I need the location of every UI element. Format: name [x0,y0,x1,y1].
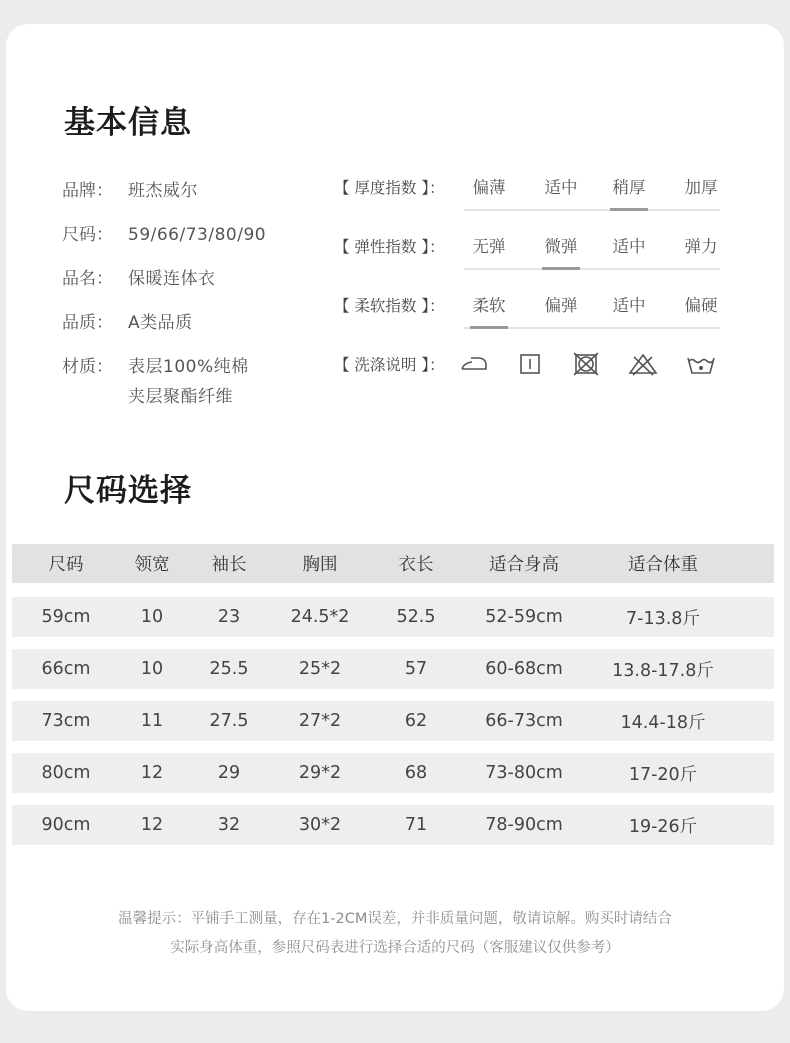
table-cell: 62 [404,711,428,731]
table-cell: 10 [140,659,164,679]
material-outer: 表层100%纯棉 [128,357,249,377]
table-cell: 68 [404,763,428,783]
table-cell: 52-59cm [485,607,563,627]
info-value: 59/66/73/80/90 [128,225,267,245]
table-cell: 13.8-17.8斤 [612,660,714,681]
measurement-note-line2: 实际身高体重，参照尺码表进行选择合适的尺码（客服建议仅供参考） [170,940,620,956]
info-label: 品质： [62,313,113,333]
info-brand [62,178,198,204]
table-cell: 30*2 [298,815,342,835]
index-option: 柔软 [472,296,506,315]
index-option: 适中 [544,178,578,197]
table-row [12,753,774,793]
index-option: 微弹 [544,237,578,256]
elasticity-index [334,235,724,279]
table-cell: 24.5*2 [290,607,350,627]
index-label: 【 弹性指数 】： [334,238,445,256]
table-cell: 11 [140,711,164,731]
table-cell: 52.5 [396,607,436,627]
thickness-index [334,176,724,220]
table-cell: 7-13.8斤 [626,608,700,629]
table-row [12,597,774,637]
info-value: A类品质 [128,313,193,333]
info-size [62,222,266,248]
table-cell: 66cm [41,659,91,679]
info-value: 班杰威尔 [128,181,198,201]
table-cell: 25*2 [298,659,342,679]
table-cell: 29 [217,763,241,783]
table-cell: 60-68cm [485,659,563,679]
index-option: 适中 [612,237,646,256]
table-cell: 19-26斤 [628,816,698,837]
header-cell: 尺码 [48,555,84,575]
index-option: 偏薄 [472,178,506,197]
header-cell: 衣长 [398,555,434,575]
table-row [12,701,774,741]
table-cell: 90cm [41,815,91,835]
table-cell: 17-20斤 [628,764,698,785]
index-selected-marker [610,208,648,211]
machine-wash-icon [684,349,718,379]
header-cell: 领宽 [134,555,170,575]
info-material [62,354,249,410]
basic-info-title: 基本信息 [64,105,192,141]
table-cell: 25.5 [209,659,249,679]
table-header [12,544,774,583]
table-cell: 27.5 [209,711,249,731]
index-option: 加厚 [684,178,718,197]
info-product-name [62,266,216,292]
tumble-dry-icon [513,349,547,379]
index-option: 偏硬 [684,296,718,315]
header-cell: 胸围 [302,555,338,575]
table-cell: 71 [404,815,428,835]
table-cell: 14.4-18斤 [620,712,706,733]
header-cell: 适合体重 [628,555,698,575]
index-option: 偏弹 [544,296,578,315]
index-selected-marker [470,326,508,329]
table-cell: 78-90cm [485,815,563,835]
info-value [128,354,249,410]
no-bleach-icon [626,349,660,379]
table-cell: 27*2 [298,711,342,731]
index-option: 稍厚 [612,178,646,197]
index-underline [464,268,720,270]
index-option: 适中 [612,296,646,315]
size-selection-title: 尺码选择 [64,473,192,509]
table-cell: 59cm [41,607,91,627]
material-inner: 夹层聚酯纤维 [128,387,233,407]
header-cell: 适合身高 [489,555,559,575]
table-cell: 57 [404,659,428,679]
index-option: 无弹 [472,237,506,256]
softness-index [334,294,724,338]
table-row [12,805,774,845]
table-row [12,649,774,689]
info-label: 品牌： [62,181,113,201]
content-card [6,24,784,1011]
washing-label: 【 洗涤说明 】： [334,356,445,374]
table-cell: 73cm [41,711,91,731]
no-dry-clean-icon [569,349,603,379]
index-selected-marker [542,267,580,270]
index-option: 弹力 [684,237,718,256]
measurement-note-line1: 温馨提示：平铺手工测量，存在1-2CM误差，并非质量问题，敬请谅解。购买时请结合 [118,911,672,927]
index-label: 【 柔软指数 】： [334,297,445,315]
table-cell: 23 [217,607,241,627]
table-cell: 12 [140,763,164,783]
header-cell: 袖长 [211,555,247,575]
table-cell: 66-73cm [485,711,563,731]
iron-icon [458,349,492,379]
info-value: 保暖连体衣 [128,269,216,289]
table-cell: 32 [217,815,241,835]
index-label: 【 厚度指数 】： [334,179,445,197]
table-cell: 10 [140,607,164,627]
table-cell: 73-80cm [485,763,563,783]
info-quality [62,310,193,336]
table-cell: 12 [140,815,164,835]
table-cell: 29*2 [298,763,342,783]
washing-instructions [334,353,724,397]
info-label: 品名： [62,269,113,289]
info-label: 尺码： [62,225,113,245]
info-label: 材质： [62,357,113,377]
table-cell: 80cm [41,763,91,783]
index-underline [464,209,720,211]
